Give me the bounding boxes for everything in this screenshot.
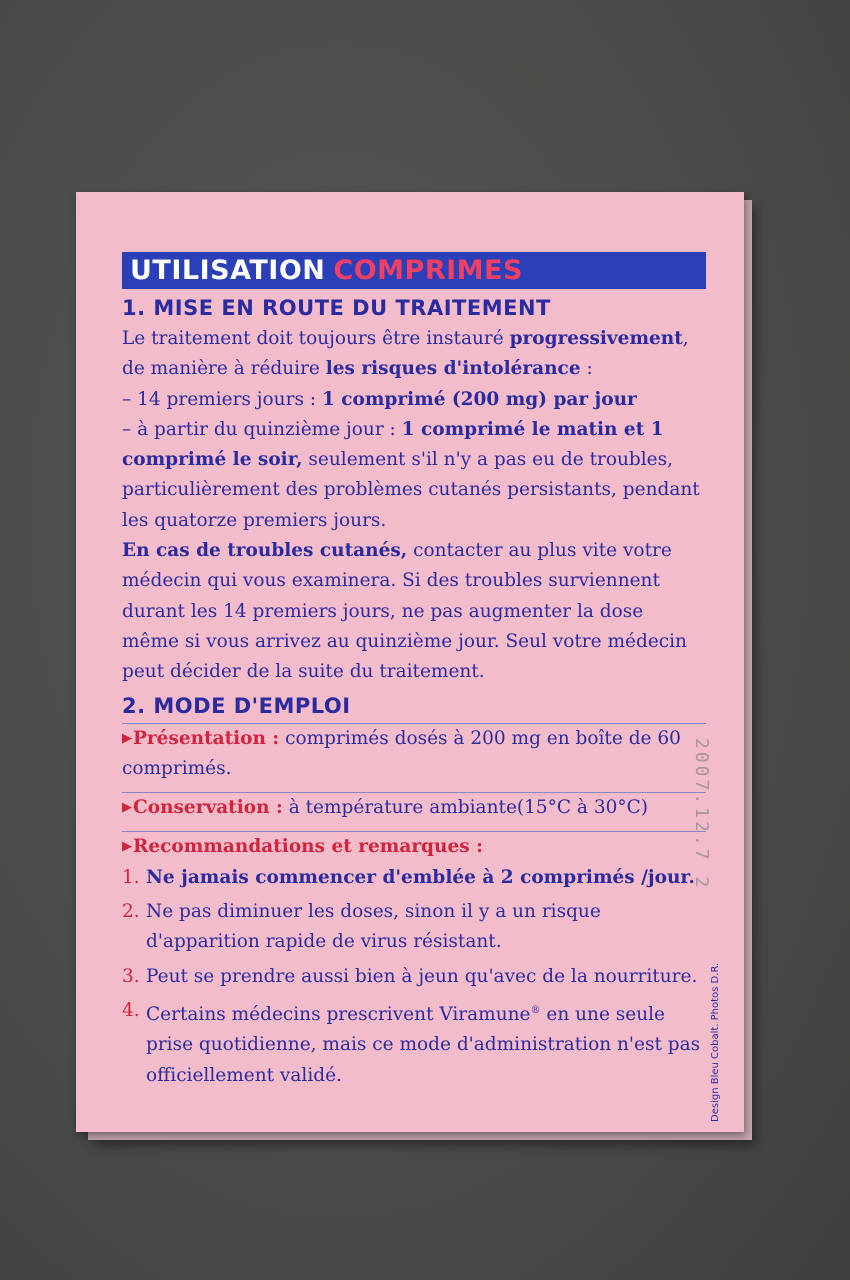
intro-text-e: :: [580, 358, 593, 380]
dosage-2-text-c: seulement s'il n'y a pas eu de troubles, particulièrement des problèmes cutanés persistants, pendant les quatorze premiers jours.: [122, 449, 700, 531]
title-utilisation: UTILISATION: [130, 255, 326, 286]
dosage-from-day-15: [122, 415, 706, 536]
triangle-bullet-icon: ▶: [122, 839, 132, 855]
item-number: 1.: [122, 866, 140, 888]
leaflet-card: [76, 192, 744, 1132]
conservation-text: à température ambiante(15°C à 30°C): [282, 797, 649, 819]
skin-troubles-text: contacter au plus vite votre médecin qui vous examinera. Si des troubles surviennent durant les 14 premiers jours, ne pas augmenter la dose même si vous arrivez au quinzième jour. Seul votre médecin peut décider de la suite du traitement.: [122, 540, 687, 683]
intro-text-a: Le traitement doit toujours être instauré: [122, 328, 510, 349]
intro-bold-d: les risques d'intolérance: [325, 358, 581, 380]
section-1-intro: [122, 324, 706, 385]
recommendations-label: Recommandations et remarques :: [133, 836, 483, 858]
item-text: Ne jamais commencer d'emblée à 2 comprimés /jour.: [146, 866, 695, 888]
handwritten-date: 2007.12.7 2: [691, 738, 712, 891]
item-number: 2.: [122, 901, 140, 923]
recommendation-item: [122, 962, 706, 992]
design-credit: Design Bleu Cobalt. Photos D.R.: [710, 962, 721, 1122]
recommendation-item: [122, 863, 706, 893]
item-number: 4.: [122, 999, 140, 1021]
dosage-2-text-a: – à partir du quinzième jour :: [122, 418, 402, 440]
item-number: 3.: [122, 965, 140, 987]
dosage-1-bold: 1 comprimé (200 mg) par jour: [321, 388, 637, 410]
presentation-entry: [122, 724, 706, 785]
item-text: [146, 996, 706, 1091]
presentation-text: comprimés dosés à 200 mg en boîte de 60 comprimés.: [122, 727, 681, 779]
dosage-1-text: – 14 premiers jours :: [122, 388, 322, 410]
item-text-a: Certains médecins prescrivent Viramune: [146, 1004, 531, 1026]
title-banner: [122, 252, 706, 289]
recommendation-item: [122, 996, 706, 1091]
intro-text-c: , de manière à réduire: [122, 328, 689, 380]
section-1-heading: 1. MISE EN ROUTE DU TRAITEMENT: [122, 296, 551, 320]
intro-bold-b: progressivement: [509, 328, 683, 349]
section-2-heading: 2. MODE D'EMPLOI: [122, 693, 351, 718]
skin-troubles-paragraph: [122, 536, 706, 687]
item-text: Peut se prendre aussi bien à jeun qu'avec de la nourriture.: [146, 965, 698, 987]
conservation-label: Conservation :: [133, 797, 283, 819]
presentation-label: Présentation :: [133, 727, 280, 749]
conservation-entry: [122, 793, 706, 823]
leaflet-content: [122, 252, 706, 1091]
triangle-bullet-icon: ▶: [122, 800, 132, 816]
title-comprimes: COMPRIMES: [333, 255, 523, 286]
recommendation-item: [122, 897, 706, 958]
skin-troubles-bold: En cas de troubles cutanés,: [122, 540, 408, 562]
registered-mark: ®: [530, 1004, 541, 1016]
recommendations-heading: [122, 832, 706, 862]
triangle-bullet-icon: ▶: [122, 730, 132, 746]
dosage-2-bold: 1 comprimé le matin et 1 comprimé le soir,: [122, 418, 664, 471]
dosage-first-14-days: [122, 385, 706, 415]
item-text-b: en une seule prise quotidienne, mais ce mode d'administration n'est pas officiellement validé.: [146, 1004, 701, 1086]
item-text: Ne pas diminuer les doses, sinon il y a un risque d'apparition rapide de virus résistant.: [146, 901, 601, 953]
